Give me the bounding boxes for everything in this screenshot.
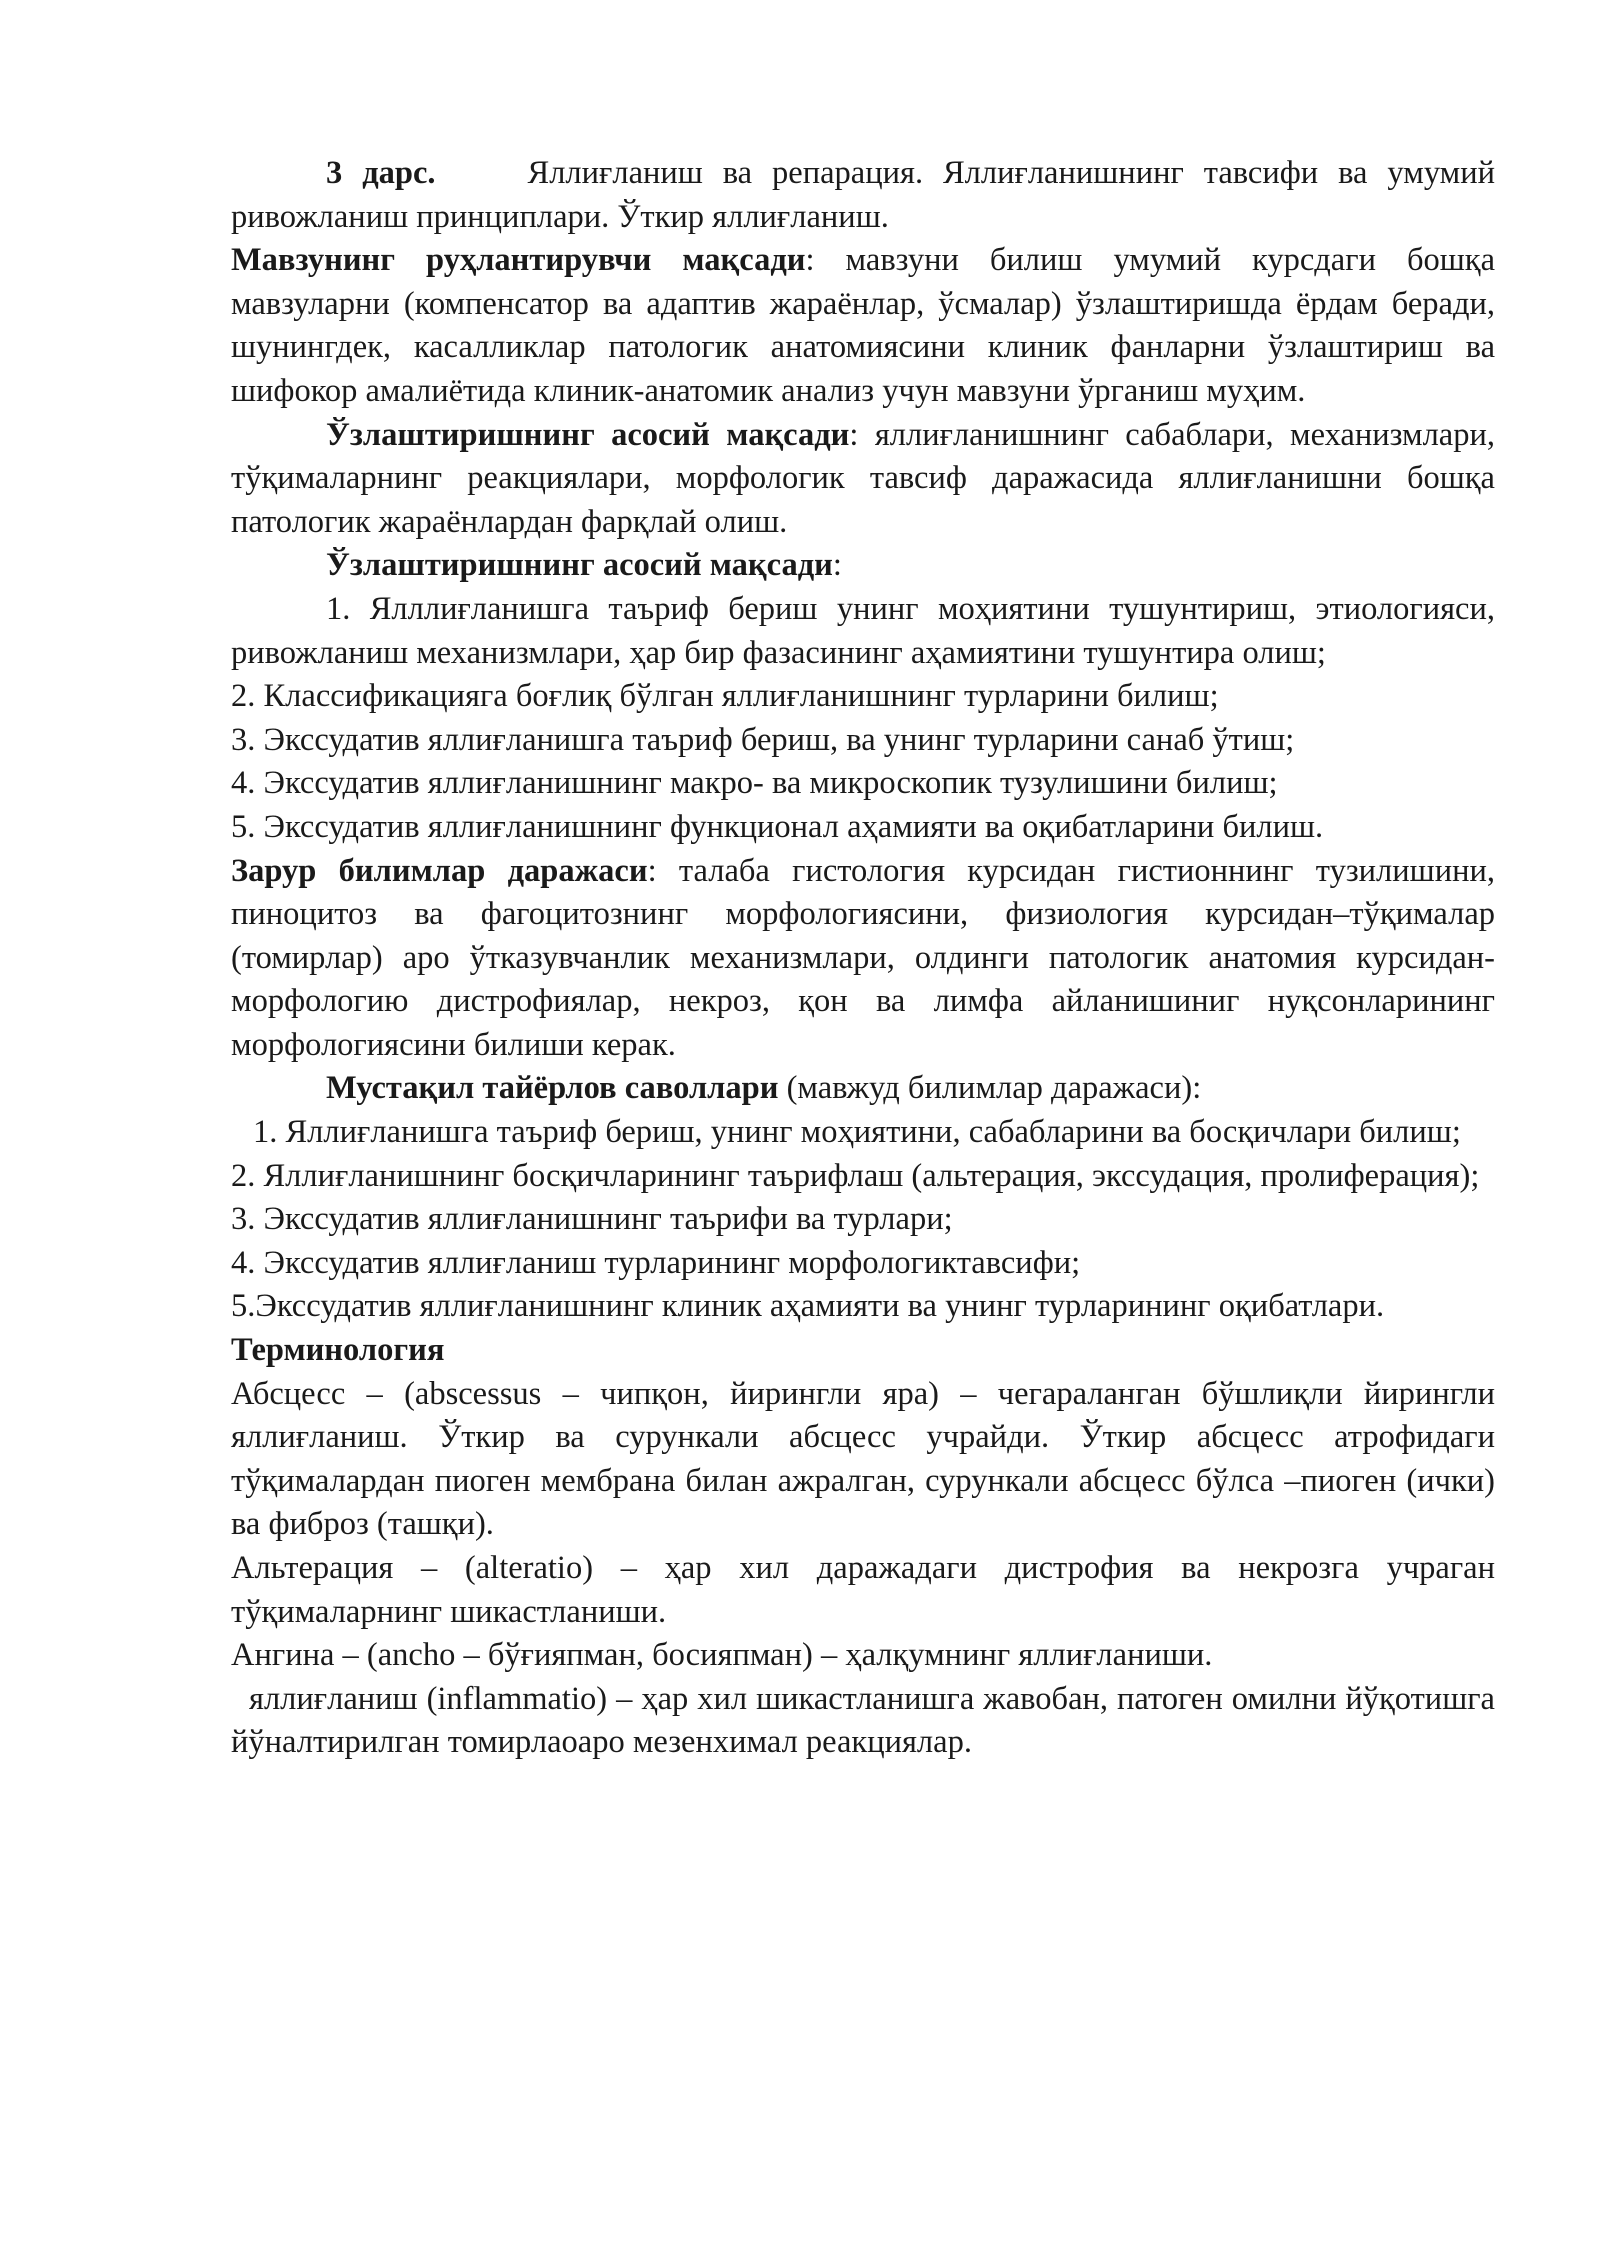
self-prep-heading: Мустақил тайёрлов саволлари: [326, 1070, 779, 1107]
required-knowledge-heading: Зарур билимлар даражаси: [231, 852, 648, 889]
document-page: [231, 152, 1495, 1765]
list-item: 2. Яллиғланишнинг босқичларининг таърифлаш (альтерация, экссудация, пролиферация);: [231, 1157, 1480, 1194]
main-goal-list-heading-line: Ўзлаштиришнинг асосий мақсади:: [326, 547, 842, 584]
terminology-entry: яллиғланиш (inflammatio) – ҳар хил шикастланишга жавобан, патоген омилни йўқотишга йўналтирилган томирлаоаро мезенхимал реакциялар.: [231, 1680, 1495, 1761]
list-item: 5. Экссудатив яллиғланишнинг функционал аҳамияти ва оқибатларини билиш.: [231, 808, 1324, 845]
main-goal-heading: Ўзлаштиришнинг асосий мақсади: [326, 416, 850, 453]
lesson-number: 3 дарс.: [326, 155, 436, 191]
list-item: 4. Экссудатив яллиғланиш турларининг морфологиктавсифи;: [231, 1244, 1081, 1281]
lesson-heading: [231, 152, 1495, 239]
list-item: 3. Экссудатив яллиғланишнинг таърифи ва турлари;: [231, 1201, 953, 1238]
main-goal-text: : яллиғланишнинг сабаблари, механизмлари, тўқималарнинг реакциялари, морфологик тавсиф даражасида яллиғланишни бошқа патологик жараёнлардан фарқлай олиш.: [231, 416, 1495, 540]
spiritual-goal-heading: Мавзунинг руҳлантирувчи мақсади: [231, 242, 806, 279]
lesson-title: Яллиғланиш ва репарация. Яллиғланишнинг тавсифи ва умумий ривожланиш принциплари. Ўткир яллиғланиш.: [231, 155, 1495, 235]
list-item: 1. Ялллиғланишга таъриф бериш унинг моҳиятини тушунтириш, этиологияси, ривожланиш механизмлари, ҳар бир фазасининг аҳамиятини тушунтира олиш;: [231, 590, 1495, 671]
terminology-heading-line: [231, 1329, 1495, 1373]
spiritual-goal-paragraph: [231, 239, 1495, 413]
spiritual-goal-text: : мавзуни билиш умумий курсдаги бошқа мавзуларни (компенсатор ва адаптив жараёнлар, ўсмалар) ўзлаштиришда ёрдам беради, шунингдек, касалликлар патологик анатомиясини клиник фанларни ўзлаштириш ва шифокор амалиётида клиник-анатомик анализ учун мавзуни ўрганиш муҳим.: [231, 242, 1495, 409]
self-prep-subtitle: (мавжуд билимлар даражаси):: [778, 1070, 1202, 1107]
terminology-entry: Абсцесс – (abscessus – чипқон, йирингли яра) – чегараланган бўшлиқли йирингли яллиғланиш. Ўткир ва сурункали абсцесс учрайди. Ўткир абсцесс атрофидаги тўқималардан пиоген мембрана билан ажралган, сурункали абсцесс бўлса –пиоген (ички) ва фиброз (ташқи).: [231, 1375, 1495, 1543]
required-knowledge-text: : талаба гистология курсидан гистионнинг тузилишини, пиноцитоз ва фагоцитознинг морфологиясини, физиология курсидан–тўқималар (томирлар) аро ўтказувчанлик механизмлари, олдинги патологик анатомия курсидан-морфологию дистрофиялар, некроз, қон ва лимфа айланишиниг нуқсонларининг морфологиясини билиши керак.: [231, 852, 1495, 1063]
list-item: 4. Экссудатив яллиғланишнинг макро- ва микроскопик тузулишини билиш;: [231, 765, 1278, 802]
list-item: 2. Классификацияга боғлиқ бўлган яллиғланишнинг турларини билиш;: [231, 678, 1219, 715]
list-item: 5.Экссудатив яллиғланишнинг клиник аҳамияти ва унинг турларининг оқибатлари.: [231, 1288, 1385, 1325]
list-item: 3. Экссудатив яллиғланишга таъриф бериш, ва унинг турларини санаб ўтиш;: [231, 721, 1295, 758]
list-item: 1. Яллиғланишга таъриф бериш, унинг моҳиятини, сабабларини ва босқичлари билиш;: [253, 1114, 1461, 1151]
main-goal-paragraph: [231, 414, 1495, 545]
terminology-heading: Терминология: [231, 1332, 445, 1369]
terminology-entry: Альтерация – (alteratio) – ҳар хил даражадаги дистрофия ва некрозга учраган тўқималарнинг шикастланиши.: [231, 1550, 1495, 1630]
terminology-entry: Ангина – (ancho – бўғияпман, босияпман) – ҳалқумнинг яллиғланиши.: [231, 1637, 1213, 1674]
self-prep-heading-line: [231, 1067, 1495, 1111]
main-goal-list-heading: Ўзлаштиришнинг асосий мақсади: [326, 547, 833, 584]
required-knowledge-paragraph: [231, 850, 1495, 1068]
